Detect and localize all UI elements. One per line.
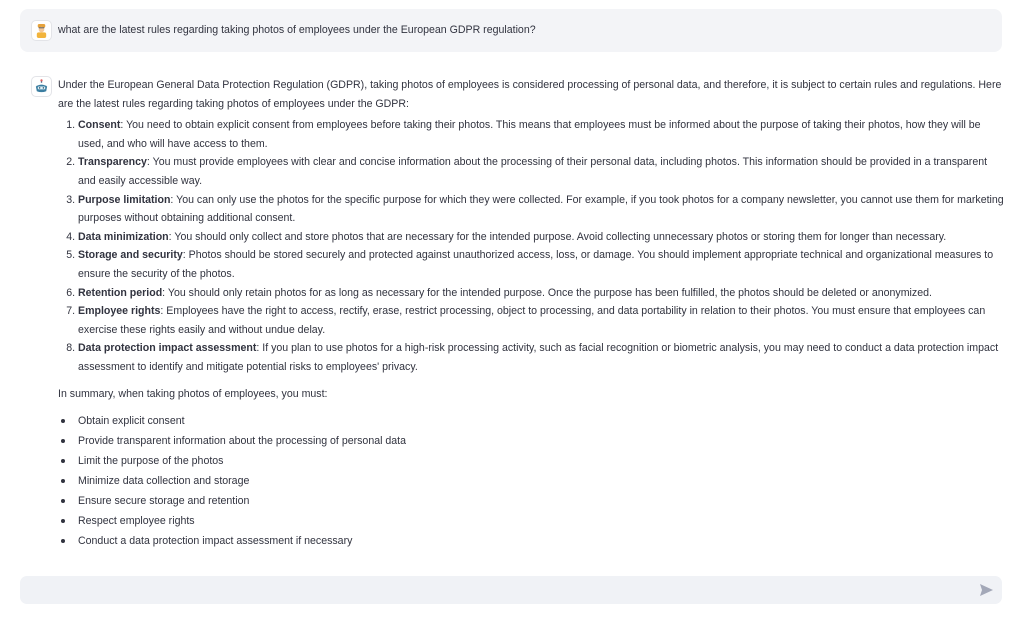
summary-step: Minimize data collection and storage <box>78 471 1004 491</box>
rule-title: Purpose limitation <box>78 193 171 206</box>
rule-title: Employee rights <box>78 305 161 318</box>
rule-title: Storage and security <box>78 249 183 262</box>
user-avatar-icon <box>31 20 52 41</box>
rule-title: Transparency <box>78 156 147 169</box>
user-message-text: what are the latest rules regarding taking photos of employees under the European GDPR regulation? <box>58 24 536 36</box>
summary-step: Conduct a data protection impact assessment if necessary <box>78 531 1004 551</box>
summary-step: Obtain explicit consent <box>78 411 1004 431</box>
rule-item <box>78 228 1004 247</box>
assistant-message <box>20 68 1002 568</box>
rule-title: Data protection impact assessment <box>78 342 257 355</box>
summary-step: Limit the purpose of the photos <box>78 451 1004 471</box>
rule-title: Retention period <box>78 286 163 299</box>
rule-text: : You need to obtain explicit consent from employees before taking their photos. This means that employees must be informed about the purpose of taking their photos, how they will be used, and who will have access to them. <box>78 119 981 150</box>
assistant-bot-icon <box>31 76 52 97</box>
rule-text: : Photos should be stored securely and protected against unauthorized access, loss, or damage. You should implement appropriate technical and organizational measures to ensure the security of the photos. <box>78 249 994 280</box>
send-arrow-icon[interactable] <box>978 582 994 598</box>
summary-step: Provide transparent information about the processing of personal data <box>78 431 1004 451</box>
rule-item <box>78 339 1004 376</box>
answer-summary: In summary, when taking photos of employees, you must: <box>58 387 328 400</box>
rule-text: : Employees have the right to access, rectify, erase, restrict processing, object to processing, and data portability in relation to their photos. You must ensure that employees can exercise these rights easily and without undue delay. <box>78 305 986 336</box>
rule-text: : You should only retain photos for as long as necessary for the intended purpose. Once the purpose has been fulfilled, the photos should be deleted or anonymized. <box>162 286 932 299</box>
rule-title: Data minimization <box>78 230 169 243</box>
rules-list <box>78 116 1004 376</box>
answer-intro: Under the European General Data Protection Regulation (GDPR), taking photos of employees is considered processing of personal data, and therefore, it is subject to certain rules and regulations. Here are the latest rules regarding taking photos of employees under the GDPR: <box>58 79 1002 110</box>
rule-text: : You should only collect and store photos that are necessary for the intended purpose. Avoid collecting unnecessary photos or storing them for longer than necessary. <box>168 230 947 243</box>
chat-input-bar <box>20 576 1002 604</box>
rule-title: Consent <box>78 119 121 132</box>
rule-text: : You can only use the photos for the specific purpose for which they were collected. For example, if you took photos for a company newsletter, you cannot use them for marketing purposes without obtaining additional consent. <box>78 193 1004 225</box>
summary-steps-list <box>78 411 1004 551</box>
user-message <box>20 9 1002 52</box>
chat-input[interactable] <box>30 580 960 600</box>
summary-step: Respect employee rights <box>78 511 1004 531</box>
rule-item <box>78 116 1004 153</box>
rule-item <box>78 246 1004 283</box>
rule-item <box>78 284 1004 303</box>
rule-text: : If you plan to use photos for a high-risk processing activity, such as facial recognition or biometric analysis, you may need to conduct a data protection impact assessment to identify and mitigate potential risks to employees' privacy. <box>78 342 999 373</box>
assistant-answer <box>58 76 1004 551</box>
rule-item <box>78 153 1004 190</box>
summary-step: Ensure secure storage and retention <box>78 491 1004 511</box>
rule-text: : You must provide employees with clear and concise information about the processing of their personal data, including photos. This information should be provided in a transparent and easily accessible way. <box>78 156 988 187</box>
rule-item <box>78 302 1004 339</box>
rule-item <box>78 191 1004 228</box>
